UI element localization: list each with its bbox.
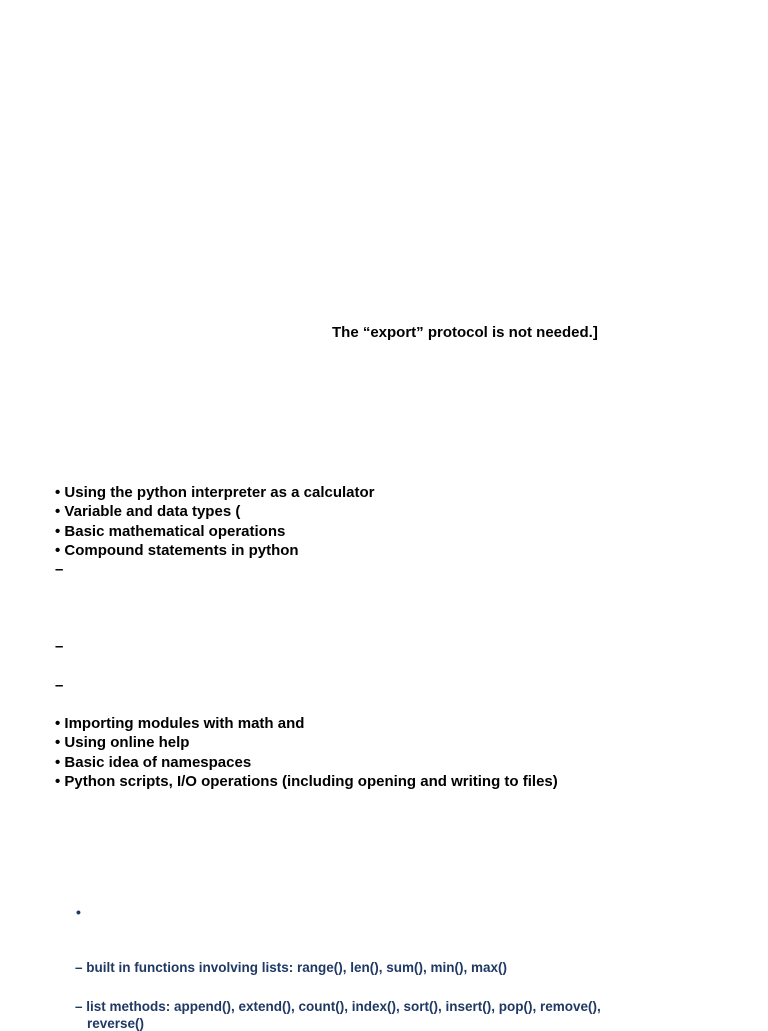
list-methods-line: – list methods: append(), extend(), count(), index(), sort(), insert(), pop(), remove(), [75, 999, 601, 1014]
lists-bullet: • [76, 904, 81, 920]
list-builtins-line: – built in functions involving lists: range(), len(), sum(), min(), max() [75, 960, 508, 975]
list-methods-continuation: reverse() [87, 1016, 145, 1031]
list-item: • Basic mathematical operations [55, 522, 286, 540]
list-item: • Python scripts, I/O operations (including opening and writing to files) [55, 772, 558, 790]
list-item: • Variable and data types ( [55, 503, 241, 521]
list-item: • Basic idea of namespaces [55, 753, 252, 771]
dash-marker: – [55, 677, 64, 694]
list-item: • Using the python interpreter as a calculator [55, 484, 375, 501]
topics-list-modules [55, 714, 558, 791]
list-item: • Compound statements in python [55, 541, 299, 559]
export-note: The “export” protocol is not needed.] [332, 324, 598, 341]
dash-marker: – [55, 638, 64, 655]
dash-marker: – [55, 561, 64, 578]
list-item: • Importing modules with math and [55, 715, 305, 732]
topics-list-basics [55, 483, 375, 560]
list-item: • Using online help [55, 734, 190, 752]
